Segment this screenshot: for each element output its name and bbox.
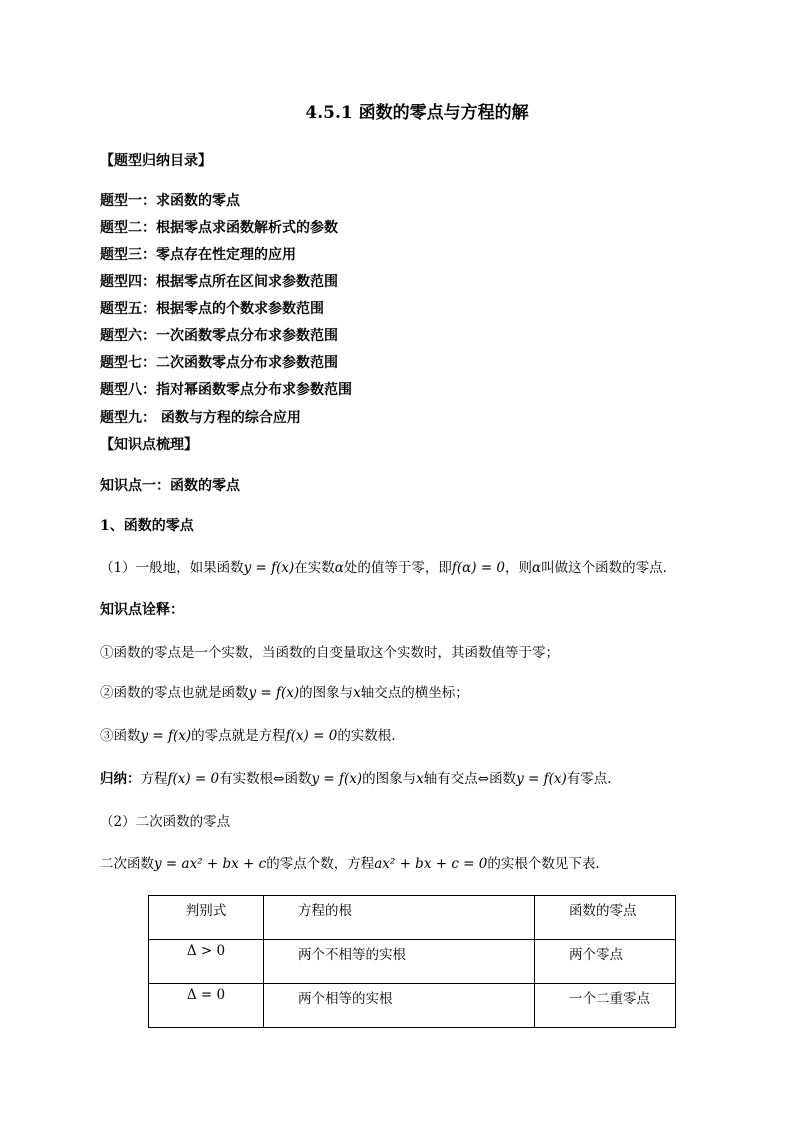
text: 的图象与 (299, 685, 354, 701)
note-1: ①函数的零点是一个实数，当函数的自变量取这个实数时，其函数值等于零； (100, 645, 559, 661)
text: 方程 (140, 771, 168, 787)
toc-item: 题型七：二次函数零点分布求参数范围 (100, 355, 338, 371)
summary-line (100, 767, 612, 787)
note-3 (100, 724, 396, 744)
text: 二次函数 (100, 856, 154, 872)
toc-heading: 【题型归纳目录】 (100, 153, 212, 169)
table-header-cell: 函数的零点 (535, 896, 676, 940)
table-header-cell: 判别式 (149, 896, 264, 940)
paragraph-zero-definition (100, 556, 667, 576)
table-cell: 一个二重零点 (535, 984, 676, 1028)
table-cell: 两个相等的实根 (264, 984, 535, 1028)
text: 的图象与 (362, 771, 417, 787)
text: ，则 (505, 560, 533, 576)
sub2-heading: （2）二次函数的零点 (100, 814, 231, 830)
text: 叫做这个函数的零点. (541, 560, 667, 576)
math-expression: f(x) = 0 (285, 728, 338, 744)
text: 轴交点的横坐标； (360, 685, 469, 701)
paragraph-quadratic (100, 852, 600, 872)
page-title: 4.5.1 函数的零点与方程的解 (305, 103, 529, 123)
math-expression: y = ax² + bx + c (154, 856, 267, 872)
math-expression: y = f(x) (140, 728, 192, 744)
math-expression: f(α) = 0 (451, 560, 506, 576)
note-2 (100, 681, 469, 701)
math-expression: y = f(x) (243, 560, 295, 576)
discriminant-table (148, 895, 676, 1028)
text: ③函数 (100, 728, 141, 744)
toc-item: 题型八：指对幂函数零点分布求参数范围 (100, 382, 352, 398)
summary-label: 归纳： (100, 771, 141, 787)
text: 有实数根 (219, 771, 274, 787)
toc-item: 题型二：根据零点求函数解析式的参数 (100, 220, 338, 236)
math-expression: x (416, 771, 424, 787)
knowledge-heading: 【知识点梳理】 (100, 437, 198, 453)
equivalence-arrow: ⇔ (273, 771, 285, 787)
text: 处的值等于零，即 (343, 560, 452, 576)
table-cell: Δ > 0 (149, 940, 264, 984)
toc-item: 题型一：求函数的零点 (100, 193, 240, 209)
math-expression: α (334, 560, 344, 576)
math-expression: y = f(x) (516, 771, 567, 787)
math-expression: α (532, 560, 542, 576)
text: 函数 (489, 771, 517, 787)
math-expression: y = f(x) (311, 771, 363, 787)
equivalence-arrow: ⇔ (477, 771, 490, 787)
table-header-row (149, 896, 676, 940)
math-expression: y = f(x) (248, 685, 300, 701)
toc-item: 题型三：零点存在性定理的应用 (100, 247, 296, 263)
text: 的零点个数，方程 (266, 856, 375, 872)
kp1-heading: 知识点一：函数的零点 (100, 478, 240, 494)
text: 的零点就是方程 (191, 728, 286, 744)
table-cell: Δ = 0 (149, 984, 264, 1028)
text: 轴有交点 (423, 771, 478, 787)
toc-item: 题型五：根据零点的个数求参数范围 (100, 301, 324, 317)
toc-item: 题型九： 函数与方程的综合应用 (100, 410, 301, 426)
math-expression: ax² + bx + c = 0 (374, 856, 488, 872)
text: 有零点. (566, 771, 612, 787)
math-expression: x (353, 685, 361, 701)
math-expression: f(x) = 0 (167, 771, 220, 787)
toc-item: 题型六：一次函数零点分布求参数范围 (100, 328, 338, 344)
table-row (149, 940, 676, 984)
text: ②函数的零点也就是函数 (100, 685, 249, 701)
section1-heading: 1、函数的零点 (100, 518, 194, 534)
text: 的实数根. (337, 728, 396, 744)
explain-heading: 知识点诠释： (100, 602, 184, 618)
table-cell: 两个不相等的实根 (264, 940, 535, 984)
table-row (149, 984, 676, 1028)
table-header-cell: 方程的根 (264, 896, 535, 940)
text: （1）一般地，如果函数 (100, 560, 244, 576)
text: 函数 (284, 771, 312, 787)
toc-item: 题型四：根据零点所在区间求参数范围 (100, 274, 338, 290)
text: 的实根个数见下表. (487, 856, 600, 872)
text: 在实数 (294, 560, 335, 576)
table-cell: 两个零点 (535, 940, 676, 984)
